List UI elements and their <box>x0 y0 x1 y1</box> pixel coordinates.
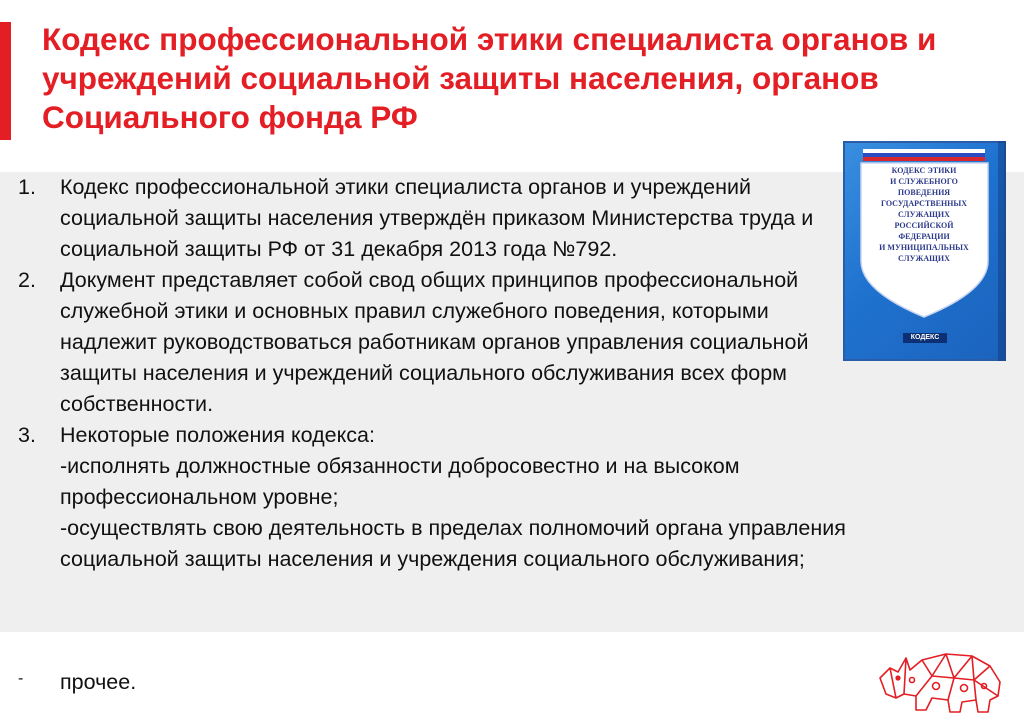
content-list <box>18 172 848 575</box>
list-subitem: -исполнять должностные обязанности добросовестно и на высоком профессиональном уровне; <box>60 454 740 509</box>
other-dash: - <box>18 670 24 687</box>
publisher-logo: КОДЕКС <box>903 333 947 343</box>
other-text: прочее. <box>60 670 137 694</box>
code-book-image <box>843 141 1006 361</box>
list-item-number: 2. <box>18 268 36 292</box>
rhino-logo-icon <box>876 638 1006 716</box>
list-item-text: Некоторые положения кодекса: <box>60 423 375 447</box>
list-item-text: Документ представляет собой свод общих принципов профессиональной служебной этики и основных правил служебного поведения, которыми надлежит руководствоваться работникам органов управления социальной защиты населения и учреждений социального обслуживания всех форм собственности. <box>60 268 809 416</box>
book-cover-title: КОДЕКС ЭТИКИ И СЛУЖЕБНОГО ПОВЕДЕНИЯ ГОСУДАРСТВЕННЫХ СЛУЖАЩИХ РОССИЙСКОЙ ФЕДЕРАЦИИ И МУНИЦИПАЛЬНЫХ СЛУЖАЩИХ <box>879 166 969 263</box>
list-item-number: 1. <box>18 175 36 199</box>
list-item <box>18 420 848 575</box>
list-item <box>18 172 848 265</box>
list-item <box>18 265 848 420</box>
slide-title: Кодекс профессиональной этики специалиста органов и учреждений социальной защиты населения, органов Социального фонда РФ <box>42 21 937 135</box>
book-edge <box>998 141 1006 361</box>
other-item <box>18 667 718 698</box>
list-item-text: Кодекс профессиональной этики специалиста органов и учреждений социальной защиты населения утверждён приказом Министерства труда и социальной защиты РФ от 31 декабря 2013 года №792. <box>60 175 814 261</box>
accent-bar <box>0 22 11 140</box>
list-item-number: 3. <box>18 423 36 447</box>
list-subitem: -осуществлять свою деятельность в пределах полномочий органа управления социальной защиты населения и учреждения социального обслуживания; <box>60 516 846 571</box>
